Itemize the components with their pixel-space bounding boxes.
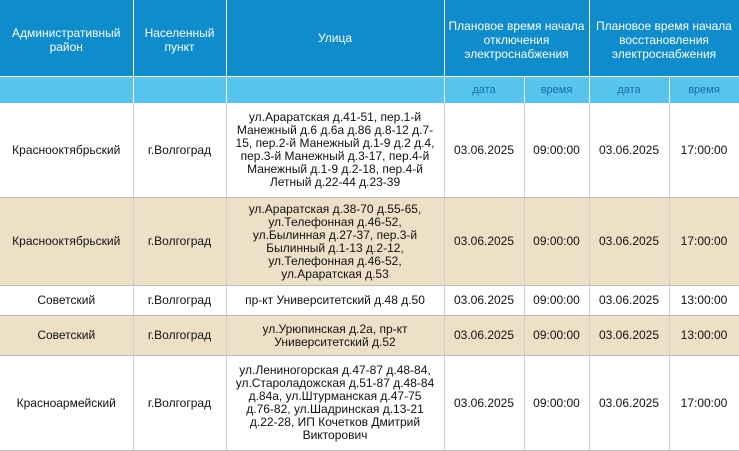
cell-district: Краснооктябрьский bbox=[0, 103, 133, 198]
cell-district: Краснооктябрьский bbox=[0, 198, 133, 286]
cell-district: Советский bbox=[0, 286, 133, 316]
cell-on-time: 17:00:00 bbox=[669, 198, 739, 286]
table-row bbox=[0, 198, 739, 286]
cell-off-date: 03.06.2025 bbox=[444, 103, 524, 198]
cell-on-time: 17:00:00 bbox=[669, 103, 739, 198]
table-row bbox=[0, 356, 739, 451]
cell-locality: г.Волгоград bbox=[133, 316, 226, 356]
cell-on-time: 13:00:00 bbox=[669, 316, 739, 356]
cell-on-date: 03.06.2025 bbox=[589, 356, 669, 451]
cell-off-date: 03.06.2025 bbox=[444, 198, 524, 286]
cell-off-time: 09:00:00 bbox=[524, 316, 589, 356]
subheader-on-time: время bbox=[669, 77, 739, 104]
subheader-empty bbox=[0, 77, 133, 104]
cell-off-date: 03.06.2025 bbox=[444, 316, 524, 356]
subheader-off-time: время bbox=[524, 77, 589, 104]
cell-off-time: 09:00:00 bbox=[524, 198, 589, 286]
header-restore-time: Плановое время начала восстановления электроснабжения bbox=[589, 0, 739, 77]
cell-locality: г.Волгоград bbox=[133, 286, 226, 316]
table-row bbox=[0, 286, 739, 316]
cell-district: Красноармейский bbox=[0, 356, 133, 451]
subheader-off-date: дата bbox=[444, 77, 524, 104]
cell-street: ул.Лениногорская д.47-87 д.48-84, ул.Староладожская д.51-87 д.48-84 д.84а, ул.Штурманская д.47-75 д.76-82, ул.Шадринская д.13-21 д.22-28, ИП Кочетков Дмитрий Викторович bbox=[226, 356, 444, 451]
header-locality: Населенный пункт bbox=[133, 0, 226, 77]
subheader-empty bbox=[226, 77, 444, 104]
cell-off-time: 09:00:00 bbox=[524, 103, 589, 198]
cell-district: Советский bbox=[0, 316, 133, 356]
cell-on-time: 13:00:00 bbox=[669, 286, 739, 316]
cell-on-time: 17:00:00 bbox=[669, 356, 739, 451]
cell-street: пр-кт Университетский д.48 д.50 bbox=[226, 286, 444, 316]
cell-street: ул.Араратская д.41-51, пер.1-й Манежный д.6 д.6а д.86 д.8-12 д.7-15, пер.2-й Манежный д.1-9 д.2 д.4, пер.3-й Манежный д.3-17, пер.4-й Манежный д.1-9 д.2-18, пер.4-й Летный д.22-44 д.23-39 bbox=[226, 103, 444, 198]
header-street: Улица bbox=[226, 0, 444, 77]
cell-on-date: 03.06.2025 bbox=[589, 103, 669, 198]
cell-street: ул.Урюпинская д.2а, пр-кт Университетский д.52 bbox=[226, 316, 444, 356]
cell-locality: г.Волгоград bbox=[133, 356, 226, 451]
cell-on-date: 03.06.2025 bbox=[589, 198, 669, 286]
subheader-on-date: дата bbox=[589, 77, 669, 104]
cell-on-date: 03.06.2025 bbox=[589, 316, 669, 356]
subheader-empty bbox=[133, 77, 226, 104]
cell-on-date: 03.06.2025 bbox=[589, 286, 669, 316]
table-row bbox=[0, 316, 739, 356]
table-row bbox=[0, 103, 739, 198]
cell-locality: г.Волгоград bbox=[133, 103, 226, 198]
cell-off-date: 03.06.2025 bbox=[444, 286, 524, 316]
header-off-time: Плановое время начала отключения электроснабжения bbox=[444, 0, 589, 77]
table-header bbox=[0, 0, 739, 103]
cell-off-time: 09:00:00 bbox=[524, 356, 589, 451]
cell-off-time: 09:00:00 bbox=[524, 286, 589, 316]
cell-off-date: 03.06.2025 bbox=[444, 356, 524, 451]
cell-street: ул.Араратская д.38-70 д.55-65, ул.Телефонная д.46-52, ул.Былинная д.27-37, пер.3-й Былинный д.1-13 д.2-12, ул.Телефонная д.46-52, ул.Араратская д.53 bbox=[226, 198, 444, 286]
header-district: Административный район bbox=[0, 0, 133, 77]
cell-locality: г.Волгоград bbox=[133, 198, 226, 286]
